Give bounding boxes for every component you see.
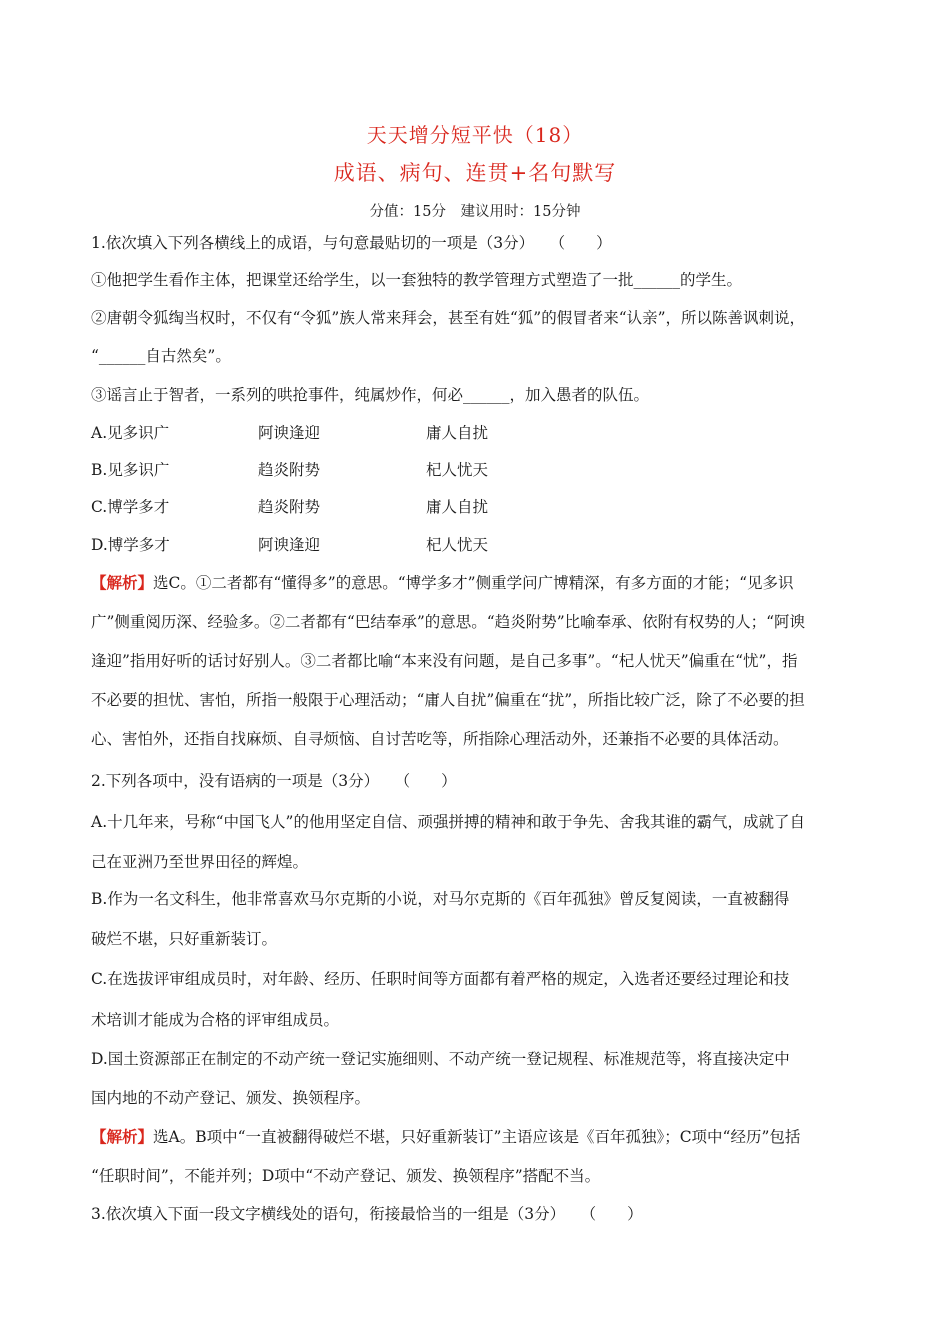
analysis-text: 选A。B项中“一直被翻得破烂不堪，只好重新装订”主语应该是《百年孤独》；C项中“经历”包括 <box>153 1128 801 1146</box>
option-label: C.博学多才 <box>91 498 170 516</box>
q1-analysis-line-2: 广”侧重阅历深、经验多。②二者都有“巴结奉承”的意思。“趋炎附势”比喻奉承、依附有权势的人；“阿谀 <box>91 613 806 631</box>
q1-analysis-line-3: 逢迎”指用好听的话讨好别人。③二者都比喻“本来没有问题，是自己多事”。“杞人忧天”偏重在“忧”，指 <box>91 652 798 670</box>
q1-sentence-3: ③谣言止于智者，一系列的哄抢事件，纯属炒作，何必______，加入愚者的队伍。 <box>91 386 650 404</box>
option-idiom-3: 庸人自扰 <box>426 424 489 442</box>
q2-option-a-cont: 己在亚洲乃至世界田径的辉煌。 <box>91 853 309 871</box>
analysis-text: 选C。①二者都有“懂得多”的意思。“博学多才”侧重学问广博精深，有多方面的才能；“见多识 <box>153 574 794 592</box>
option-idiom-2: 趋炎附势 <box>258 498 321 516</box>
option-idiom-2: 趋炎附势 <box>258 461 321 479</box>
option-label: B.见多识广 <box>91 461 170 479</box>
q1-analysis-line-1 <box>91 573 871 593</box>
q1-sentence-1: ①他把学生看作主体，把课堂还给学生，以一套独特的教学管理方式塑造了一批______的学生。 <box>91 271 743 289</box>
q2-option-d-cont: 国内地的不动产登记、颁发、换领程序。 <box>91 1089 371 1107</box>
q1-stem: 1.依次填入下列各横线上的成语，与句意最贴切的一项是（3分） （ ） <box>91 234 612 252</box>
q2-option-b: B.作为一名文科生，他非常喜欢马尔克斯的小说，对马尔克斯的《百年孤独》曾反复阅读，一直被翻得 <box>91 890 790 908</box>
q2-option-a: A.十几年来，号称“中国飞人”的他用坚定自信、顽强拼搏的精神和敢于争先、舍我其谁的霸气，成就了自 <box>91 813 805 831</box>
option-label: A.见多识广 <box>91 424 170 442</box>
score-time-info: 分值：15分 建议用时：15分钟 <box>369 204 581 220</box>
q1-analysis-line-5: 心、害怕外，还指自找麻烦、自寻烦恼、自讨苦吃等，所指除心理活动外，还兼指不必要的具体活动。 <box>91 730 789 748</box>
option-idiom-3: 庸人自扰 <box>426 498 489 516</box>
q2-stem: 2.下列各项中，没有语病的一项是（3分） （ ） <box>91 772 457 790</box>
q2-option-b-cont: 破烂不堪，只好重新装订。 <box>91 930 278 948</box>
q2-option-d: D.国土资源部正在制定的不动产统一登记实施细则、不动产统一登记规程、标准规范等，将直接决定中 <box>91 1050 790 1068</box>
option-idiom-2: 阿谀逢迎 <box>258 536 321 554</box>
analysis-tag: 【解析】 <box>91 573 154 592</box>
q2-option-c-cont: 术培训才能成为合格的评审组成员。 <box>91 1011 340 1029</box>
q2-option-c: C.在选拔评审组成员时，对年龄、经历、任职时间等方面都有着严格的规定，入选者还要经过理论和技 <box>91 970 790 988</box>
page-title: 天天增分短平快（18） <box>366 123 584 147</box>
q2-analysis-line-1 <box>91 1127 871 1147</box>
q1-sentence-2: ②唐朝令狐绹当权时，不仅有“令狐”族人常来拜会，甚至有姓“狐”的假冒者来“认亲”，所以陈善讽刺说， <box>91 309 806 327</box>
option-label: D.博学多才 <box>91 536 170 554</box>
option-idiom-2: 阿谀逢迎 <box>258 424 321 442</box>
page-subtitle: 成语、病句、连贯+名句默写 <box>333 161 617 185</box>
q2-analysis-line-2: “任职时间”，不能并列；D项中“不动产登记、颁发、换领程序”搭配不当。 <box>91 1167 601 1185</box>
option-idiom-3: 杞人忧天 <box>426 461 489 479</box>
analysis-tag: 【解析】 <box>91 1127 154 1146</box>
q1-sentence-2-cont: “______自古然矣”。 <box>91 347 231 365</box>
option-idiom-3: 杞人忧天 <box>426 536 489 554</box>
q3-stem: 3.依次填入下面一段文字横线处的语句，衔接最恰当的一组是（3分） （ ） <box>91 1205 643 1223</box>
q1-analysis-line-4: 不必要的担忧、害怕，所指一般限于心理活动；“庸人自扰”偏重在“扰”，所指比较广泛，除了不必要的担 <box>91 691 805 709</box>
